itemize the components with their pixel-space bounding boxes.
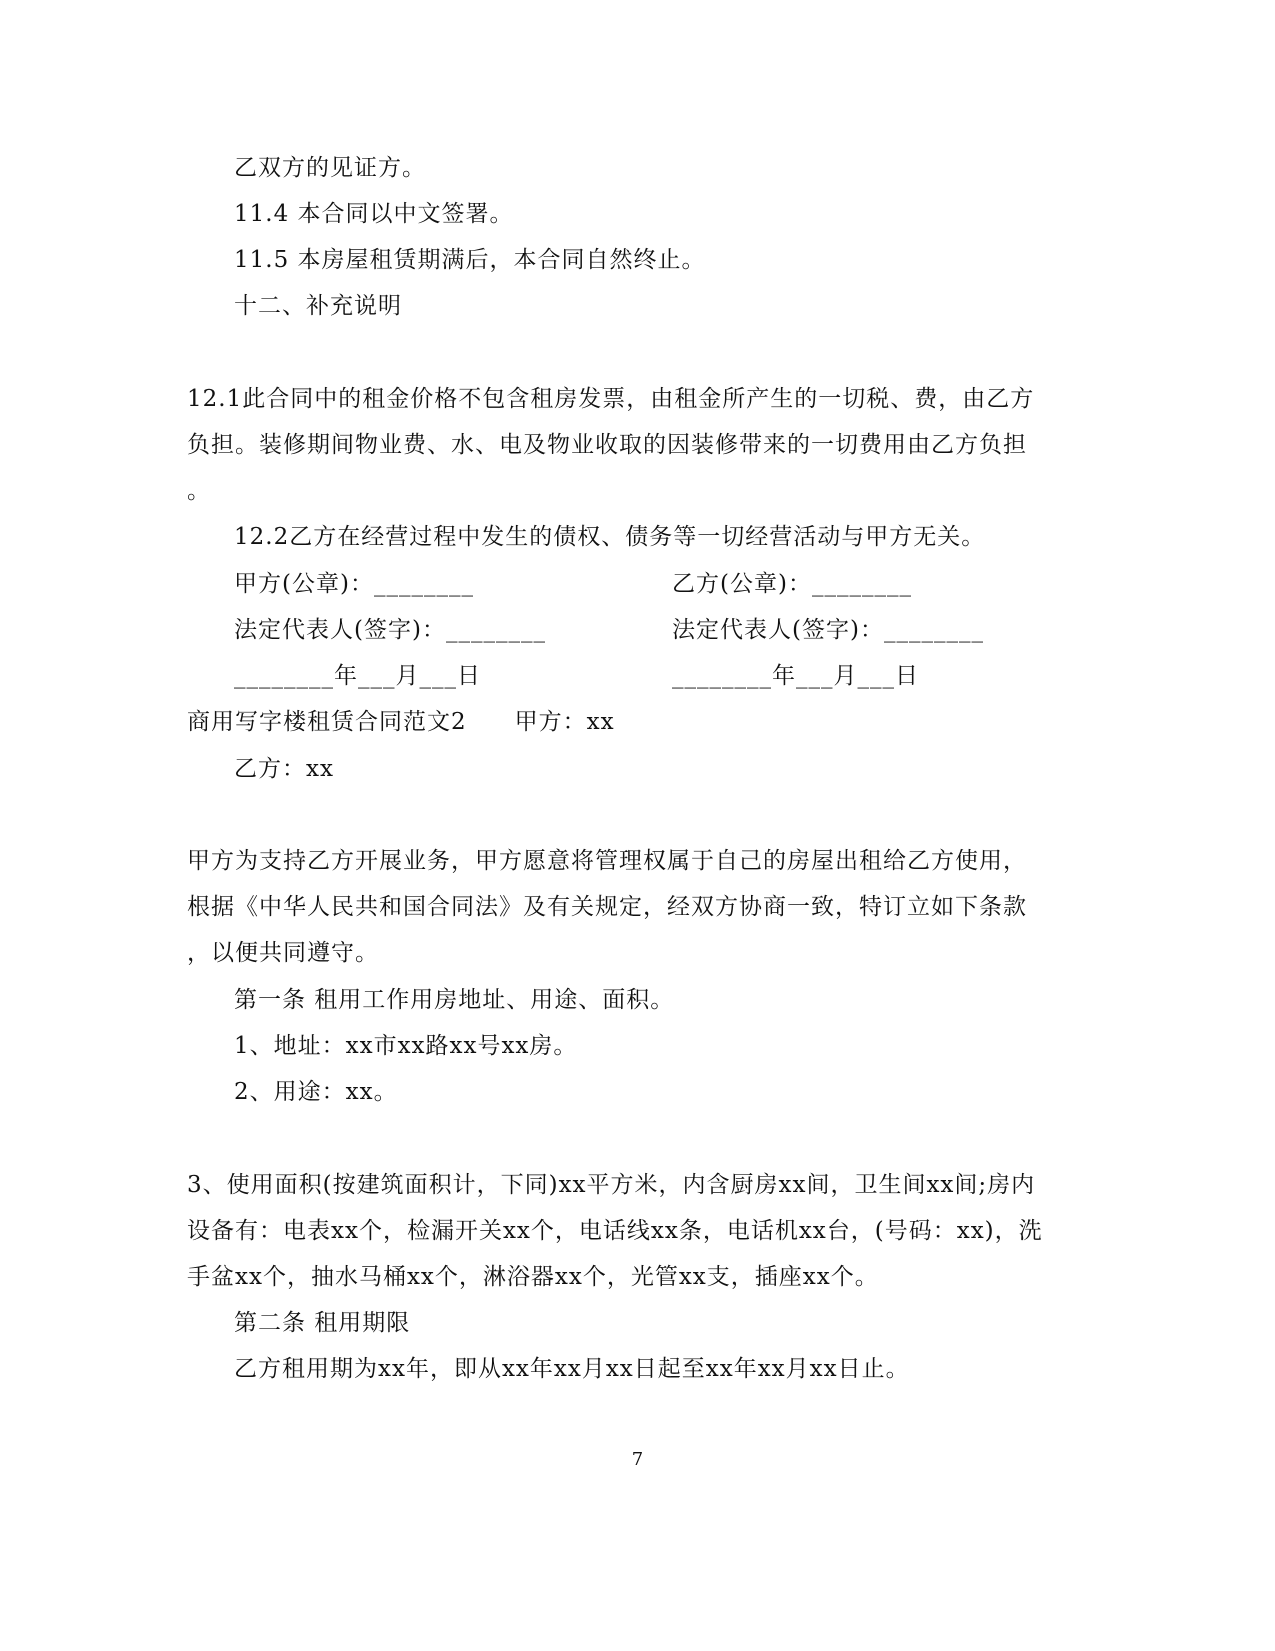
party-b-representative: 法定代表人(签字)：________ [672, 617, 984, 643]
paragraph-line: 负担。装修期间物业费、水、电及物业收取的因装修带来的一切费用由乙方负担 [187, 432, 1027, 458]
paragraph-line: 甲方为支持乙方开展业务，甲方愿意将管理权属于自己的房屋出租给乙方使用， [187, 848, 1027, 874]
paragraph-line: 11.5 本房屋租赁期满后，本合同自然终止。 [234, 247, 706, 273]
paragraph-line: 1、地址：xx市xx路xx号xx房。 [234, 1033, 578, 1059]
paragraph-line: 12.1此合同中的租金价格不包含租房发票，由租金所产生的一切税、费，由乙方 [187, 386, 1035, 412]
paragraph-line: 2、用途：xx。 [234, 1079, 398, 1105]
party-b-date: ________年___月___日 [672, 663, 919, 689]
paragraph-line: 手盆xx个，抽水马桶xx个，淋浴器xx个，光管xx支，插座xx个。 [187, 1264, 879, 1290]
paragraph-line: 。 [187, 478, 211, 504]
article-heading: 第二条 租用期限 [234, 1310, 411, 1336]
party-a-representative: 法定代表人(签字)：________ [234, 617, 546, 643]
paragraph-line: 乙方租用期为xx年，即从xx年xx月xx日起至xx年xx月xx日止。 [234, 1356, 910, 1382]
section-heading: 十二、补充说明 [234, 293, 402, 319]
paragraph-line: 11.4 本合同以中文签署。 [234, 201, 514, 227]
party-a-seal: 甲方(公章)：________ [234, 571, 474, 597]
paragraph-line: 设备有：电表xx个，检漏开关xx个，电话线xx条，电话机xx台，(号码：xx)，洗 [187, 1218, 1043, 1244]
paragraph-line: ，以便共同遵守。 [187, 940, 379, 966]
party-b-seal: 乙方(公章)：________ [672, 571, 912, 597]
paragraph-line: 3、使用面积(按建筑面积计，下同)xx平方米，内含厨房xx间，卫生间xx间;房内 [187, 1172, 1036, 1198]
document-title-line: 商用写字楼租赁合同范文2 甲方：xx [187, 709, 615, 735]
page-number: 7 [631, 1449, 644, 1470]
paragraph-line: 乙双方的见证方。 [234, 155, 426, 181]
paragraph-line: 乙方：xx [234, 756, 334, 782]
article-heading: 第一条 租用工作用房地址、用途、面积。 [234, 987, 675, 1013]
party-a-date: ________年___月___日 [234, 663, 481, 689]
paragraph-line: 根据《中华人民共和国合同法》及有关规定，经双方协商一致，特订立如下条款 [187, 894, 1027, 920]
paragraph-line: 12.2乙方在经营过程中发生的债权、债务等一切经营活动与甲方无关。 [234, 524, 986, 550]
